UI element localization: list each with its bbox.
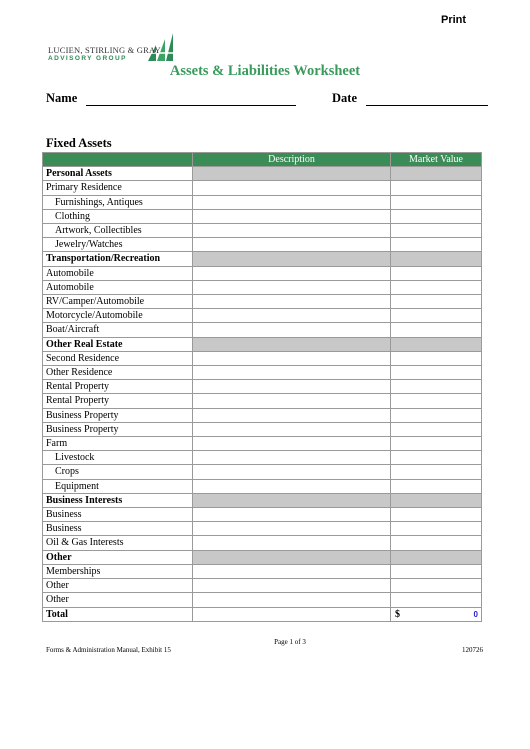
table-row: [43, 209, 482, 223]
table-row: [43, 280, 482, 294]
market-value-cell[interactable]: [391, 394, 482, 408]
row-label: Automobile: [43, 266, 193, 280]
description-cell: [193, 550, 391, 564]
market-value-cell[interactable]: [391, 351, 482, 365]
fixed-assets-table: [42, 152, 482, 622]
row-label: Other: [43, 550, 193, 564]
total-value: 0: [473, 609, 478, 619]
market-value-cell[interactable]: [391, 593, 482, 607]
section-row: [43, 252, 482, 266]
company-logo: [48, 33, 176, 67]
description-cell[interactable]: [193, 366, 391, 380]
row-label: Primary Residence: [43, 181, 193, 195]
print-button[interactable]: Print: [441, 14, 467, 26]
market-value-cell[interactable]: [391, 195, 482, 209]
description-cell[interactable]: [193, 195, 391, 209]
market-value-cell[interactable]: [391, 479, 482, 493]
market-value-cell[interactable]: [391, 209, 482, 223]
market-value-cell[interactable]: [391, 366, 482, 380]
description-cell: [193, 252, 391, 266]
market-value-cell[interactable]: [391, 380, 482, 394]
table-row: [43, 224, 482, 238]
row-label: Rental Property: [43, 394, 193, 408]
row-label: Other: [43, 579, 193, 593]
description-cell[interactable]: [193, 564, 391, 578]
description-cell[interactable]: [193, 309, 391, 323]
date-label: Date: [332, 91, 357, 105]
table-row: [43, 579, 482, 593]
total-row: [43, 607, 482, 621]
total-value-cell: [391, 607, 482, 621]
table-row: [43, 394, 482, 408]
footer-code: 120726: [462, 646, 483, 654]
row-label: Rental Property: [43, 380, 193, 394]
row-label: Transportation/Recreation: [43, 252, 193, 266]
total-currency: $: [395, 608, 400, 620]
market-value-cell[interactable]: [391, 564, 482, 578]
market-value-cell[interactable]: [391, 508, 482, 522]
row-label: Business: [43, 508, 193, 522]
page-number: Page 1 of 3: [274, 638, 306, 646]
page-title: Assets & Liabilities Worksheet: [169, 63, 361, 79]
row-label: Second Residence: [43, 351, 193, 365]
market-value-cell[interactable]: [391, 437, 482, 451]
description-cell[interactable]: [193, 181, 391, 195]
market-value-cell[interactable]: [391, 181, 482, 195]
row-label: Oil & Gas Interests: [43, 536, 193, 550]
market-value-cell: [391, 493, 482, 507]
description-cell[interactable]: [193, 224, 391, 238]
row-label: Other Residence: [43, 366, 193, 380]
table-row: [43, 437, 482, 451]
row-label: Equipment: [43, 479, 193, 493]
row-label: Jewelry/Watches: [43, 238, 193, 252]
table-row: [43, 479, 482, 493]
table-row: [43, 309, 482, 323]
description-cell[interactable]: [193, 323, 391, 337]
description-cell[interactable]: [193, 479, 391, 493]
market-value-cell: [391, 550, 482, 564]
table-row: [43, 238, 482, 252]
description-cell: [193, 337, 391, 351]
description-cell[interactable]: [193, 465, 391, 479]
row-label: Personal Assets: [43, 167, 193, 181]
date-field[interactable]: [366, 105, 488, 106]
table-row: [43, 451, 482, 465]
table-row: [43, 564, 482, 578]
col-header-market-value: Market Value: [391, 153, 482, 167]
section-title: Fixed Assets: [46, 136, 112, 150]
row-label: Artwork, Collectibles: [43, 224, 193, 238]
description-cell[interactable]: [193, 394, 391, 408]
row-label: Motorcycle/Automobile: [43, 309, 193, 323]
name-field[interactable]: [86, 105, 296, 106]
row-label: Automobile: [43, 280, 193, 294]
table-header-row: [43, 153, 482, 167]
table-row: [43, 351, 482, 365]
row-label: Other Real Estate: [43, 337, 193, 351]
market-value-cell[interactable]: [391, 579, 482, 593]
market-value-cell[interactable]: [391, 451, 482, 465]
row-label: Farm: [43, 437, 193, 451]
table-row: [43, 195, 482, 209]
table-row: [43, 295, 482, 309]
description-cell[interactable]: [193, 380, 391, 394]
section-row: [43, 167, 482, 181]
market-value-cell[interactable]: [391, 323, 482, 337]
table-row: [43, 408, 482, 422]
row-label: Livestock: [43, 451, 193, 465]
logo-subname: ADVISORY GROUP: [48, 55, 127, 62]
description-cell[interactable]: [193, 508, 391, 522]
row-label: Business: [43, 522, 193, 536]
logo-name: LUCIEN, STIRLING & GRAY: [48, 45, 161, 55]
market-value-cell[interactable]: [391, 408, 482, 422]
market-value-cell[interactable]: [391, 422, 482, 436]
description-cell[interactable]: [193, 579, 391, 593]
description-cell[interactable]: [193, 266, 391, 280]
row-label: Other: [43, 593, 193, 607]
row-label: Business Property: [43, 408, 193, 422]
description-cell[interactable]: [193, 451, 391, 465]
market-value-cell[interactable]: [391, 522, 482, 536]
market-value-cell[interactable]: [391, 295, 482, 309]
market-value-cell[interactable]: [391, 224, 482, 238]
table-row: [43, 366, 482, 380]
table-row: [43, 508, 482, 522]
description-cell: [193, 167, 391, 181]
market-value-cell[interactable]: [391, 536, 482, 550]
total-description-cell: [193, 607, 391, 621]
table-row: [43, 422, 482, 436]
row-label: Furnishings, Antiques: [43, 195, 193, 209]
description-cell[interactable]: [193, 280, 391, 294]
description-cell[interactable]: [193, 536, 391, 550]
description-cell[interactable]: [193, 238, 391, 252]
market-value-cell[interactable]: [391, 309, 482, 323]
name-label: Name: [46, 91, 78, 105]
section-row: [43, 337, 482, 351]
table-row: [43, 522, 482, 536]
description-cell[interactable]: [193, 422, 391, 436]
footer-manual: Forms & Administration Manual, Exhibit 15: [46, 646, 171, 654]
table-row: [43, 593, 482, 607]
table-row: [43, 465, 482, 479]
row-label: Business Interests: [43, 493, 193, 507]
col-header-label: [43, 153, 193, 167]
row-label: Boat/Aircraft: [43, 323, 193, 337]
description-cell[interactable]: [193, 522, 391, 536]
table-row: [43, 380, 482, 394]
description-cell[interactable]: [193, 437, 391, 451]
market-value-cell: [391, 252, 482, 266]
col-header-description: Description: [193, 153, 391, 167]
description-cell[interactable]: [193, 593, 391, 607]
description-cell[interactable]: [193, 351, 391, 365]
row-label: Memberships: [43, 564, 193, 578]
description-cell[interactable]: [193, 408, 391, 422]
description-cell[interactable]: [193, 209, 391, 223]
total-label: Total: [43, 607, 193, 621]
table-row: [43, 323, 482, 337]
market-value-cell: [391, 167, 482, 181]
table-row: [43, 181, 482, 195]
row-label: Crops: [43, 465, 193, 479]
market-value-cell[interactable]: [391, 238, 482, 252]
row-label: Business Property: [43, 422, 193, 436]
table-row: [43, 536, 482, 550]
market-value-cell[interactable]: [391, 280, 482, 294]
market-value-cell[interactable]: [391, 266, 482, 280]
section-row: [43, 550, 482, 564]
description-cell: [193, 493, 391, 507]
market-value-cell[interactable]: [391, 465, 482, 479]
row-label: Clothing: [43, 209, 193, 223]
table-row: [43, 266, 482, 280]
section-row: [43, 493, 482, 507]
row-label: RV/Camper/Automobile: [43, 295, 193, 309]
market-value-cell: [391, 337, 482, 351]
description-cell[interactable]: [193, 295, 391, 309]
